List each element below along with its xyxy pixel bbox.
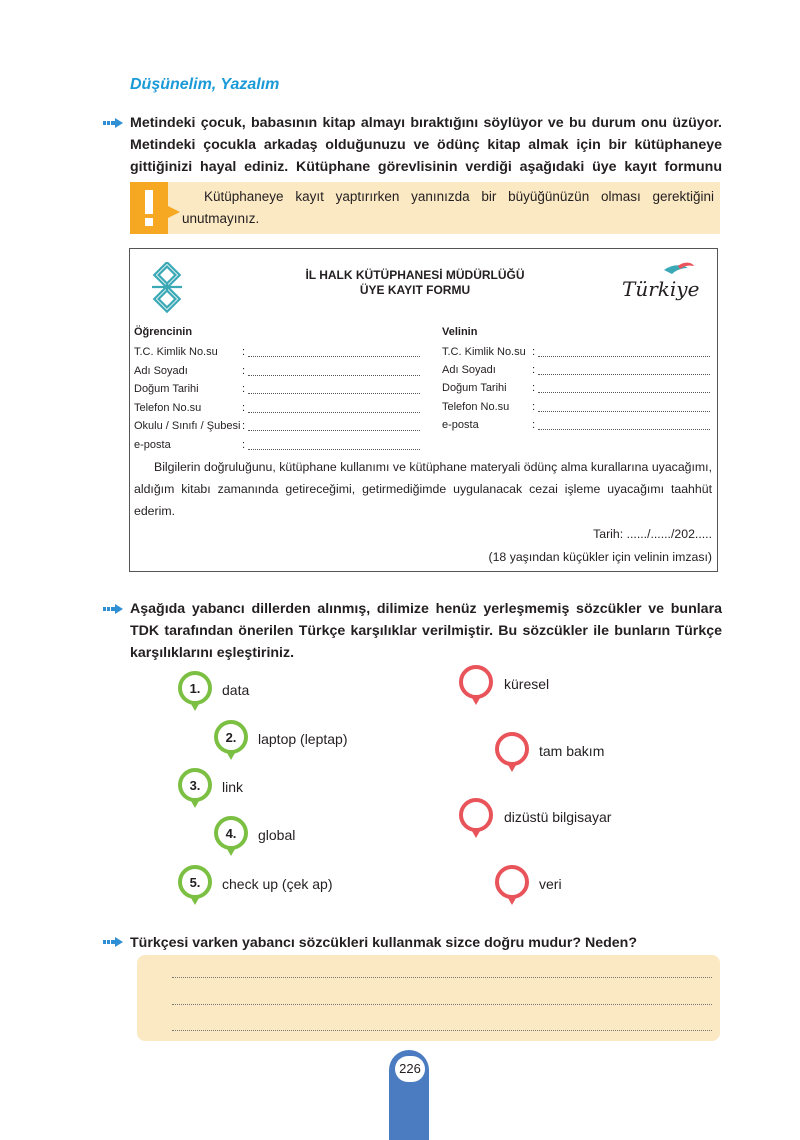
foreign-word: link bbox=[222, 779, 244, 795]
answer-line[interactable] bbox=[172, 977, 712, 978]
student-id-field[interactable] bbox=[248, 348, 420, 357]
answer-line[interactable] bbox=[172, 1004, 712, 1005]
student-email-field[interactable] bbox=[248, 441, 420, 450]
page-number: 226 bbox=[395, 1056, 425, 1082]
colon: : bbox=[242, 402, 246, 414]
pin-number: 5. bbox=[178, 865, 212, 899]
pin-number: 1. bbox=[178, 671, 212, 705]
student-field-label: Telefon No.su bbox=[134, 402, 202, 414]
parent-field-label: Doğum Tarihi bbox=[442, 382, 507, 394]
match-pin-4[interactable] bbox=[214, 816, 248, 858]
parent-id-field[interactable] bbox=[538, 348, 710, 357]
colon: : bbox=[532, 401, 536, 413]
turkiye-logo-icon bbox=[620, 262, 710, 304]
match-pin-dizustu[interactable] bbox=[459, 798, 493, 840]
parent-email-field[interactable] bbox=[538, 421, 710, 430]
colon: : bbox=[242, 420, 246, 432]
student-name-field[interactable] bbox=[248, 367, 420, 376]
turkish-word: dizüstü bilgisayar bbox=[504, 809, 612, 825]
arrow-right-icon bbox=[103, 604, 123, 614]
answer-box[interactable] bbox=[137, 955, 720, 1041]
student-field-label: Okulu / Sınıfı / Şubesi bbox=[134, 420, 241, 432]
parent-field-label: Telefon No.su bbox=[442, 401, 510, 413]
colon: : bbox=[532, 419, 536, 431]
foreign-word: laptop (leptap) bbox=[258, 731, 348, 747]
parent-phone-field[interactable] bbox=[538, 403, 710, 412]
colon: : bbox=[532, 364, 536, 376]
student-field-label: T.C. Kimlik No.su bbox=[134, 346, 218, 358]
form-title bbox=[260, 268, 570, 298]
form-title-line2: ÜYE KAYIT FORMU bbox=[359, 283, 471, 297]
parent-field-label: T.C. Kimlik No.su bbox=[442, 346, 526, 358]
student-school-field[interactable] bbox=[248, 422, 420, 431]
date-line[interactable]: Tarih: ....../....../202..... bbox=[593, 527, 712, 541]
colon: : bbox=[532, 382, 536, 394]
match-pin-2[interactable] bbox=[214, 720, 248, 762]
parent-header: Velinin bbox=[442, 326, 478, 338]
colon: : bbox=[532, 346, 536, 358]
parent-birthdate-field[interactable] bbox=[538, 384, 710, 393]
foreign-word: global bbox=[258, 827, 296, 843]
answer-line[interactable] bbox=[172, 1030, 712, 1031]
student-field-label: e-posta bbox=[134, 439, 171, 451]
instruction-3: Türkçesi varken yabancı sözcükleri kullanmak sizce doğru mudur? Neden? bbox=[130, 935, 637, 951]
pledge-text: Bilgilerin doğruluğunu, kütüphane kullanımı ve kütüphane materyali ödünç alma kurallarına uyacağımı, aldığım kitabı zamanında getireceğimi, getirmediğimde uygulanacak cezai işleme uyacağımı taahhüt ederim. bbox=[134, 460, 712, 518]
parent-field-label: Adı Soyadı bbox=[442, 364, 496, 376]
turkish-word: veri bbox=[539, 876, 562, 892]
match-pin-kuresel[interactable] bbox=[459, 665, 493, 707]
section-title: Düşünelim, Yazalım bbox=[130, 76, 280, 93]
student-header: Öğrencinin bbox=[134, 326, 193, 338]
warning-text: Kütüphaneye kayıt yaptırırken yanınızda bir büyüğünüzün olması gerektiğini unutmayınız. bbox=[182, 189, 714, 226]
colon: : bbox=[242, 439, 246, 451]
arrow-right-icon bbox=[103, 937, 123, 947]
colon: : bbox=[242, 365, 246, 377]
colon: : bbox=[242, 346, 246, 358]
match-pin-3[interactable] bbox=[178, 768, 212, 810]
foreign-word: check up (çek ap) bbox=[222, 876, 333, 892]
pin-number: 2. bbox=[214, 720, 248, 754]
pin-number: 3. bbox=[178, 768, 212, 802]
match-pin-tam-bakim[interactable] bbox=[495, 732, 529, 774]
signature-note: (18 yaşından küçükler için velinin imzası) bbox=[488, 550, 712, 564]
knot-logo-icon bbox=[148, 262, 186, 314]
turkish-word: küresel bbox=[504, 676, 550, 692]
foreign-word: data bbox=[222, 682, 250, 698]
turkish-word: tam bakım bbox=[539, 743, 605, 759]
turkiye-logo-text: Türkiye bbox=[622, 277, 700, 301]
match-pin-veri[interactable] bbox=[495, 865, 529, 907]
colon: : bbox=[242, 383, 246, 395]
student-field-label: Adı Soyadı bbox=[134, 365, 188, 377]
student-birthdate-field[interactable] bbox=[248, 385, 420, 394]
match-pin-5[interactable] bbox=[178, 865, 212, 907]
parent-name-field[interactable] bbox=[538, 366, 710, 375]
pin-number: 4. bbox=[214, 816, 248, 850]
student-phone-field[interactable] bbox=[248, 404, 420, 413]
form-title-line1: İL HALK KÜTÜPHANESİ MÜDÜRLÜĞÜ bbox=[305, 268, 525, 282]
instruction-1: Metindeki çocuk, babasının kitap almayı bıraktığını söylüyor ve bu durum onu üzüyor. Metindeki çocukla arkadaş olduğunuzu ve ödünç kitap almak için bir kütüphaneye gittiğinizi hayal ediniz. Kütüphane görevlisinin verdiği aşağıdaki üye kayıt formunu bbox=[130, 115, 722, 175]
student-field-label: Doğum Tarihi bbox=[134, 383, 199, 395]
exclamation-icon bbox=[130, 182, 168, 234]
match-pin-1[interactable] bbox=[178, 671, 212, 713]
arrow-right-icon bbox=[103, 118, 123, 128]
instruction-2: Aşağıda yabancı dillerden alınmış, dilimize henüz yerleşmemiş sözcükler ve bunlara TDK tarafından önerilen Türkçe karşılıklar verilmiştir. Bu sözcükler ile bunların Türkçe karşılıklarını eşleştiriniz. bbox=[130, 601, 722, 661]
parent-field-label: e-posta bbox=[442, 419, 479, 431]
